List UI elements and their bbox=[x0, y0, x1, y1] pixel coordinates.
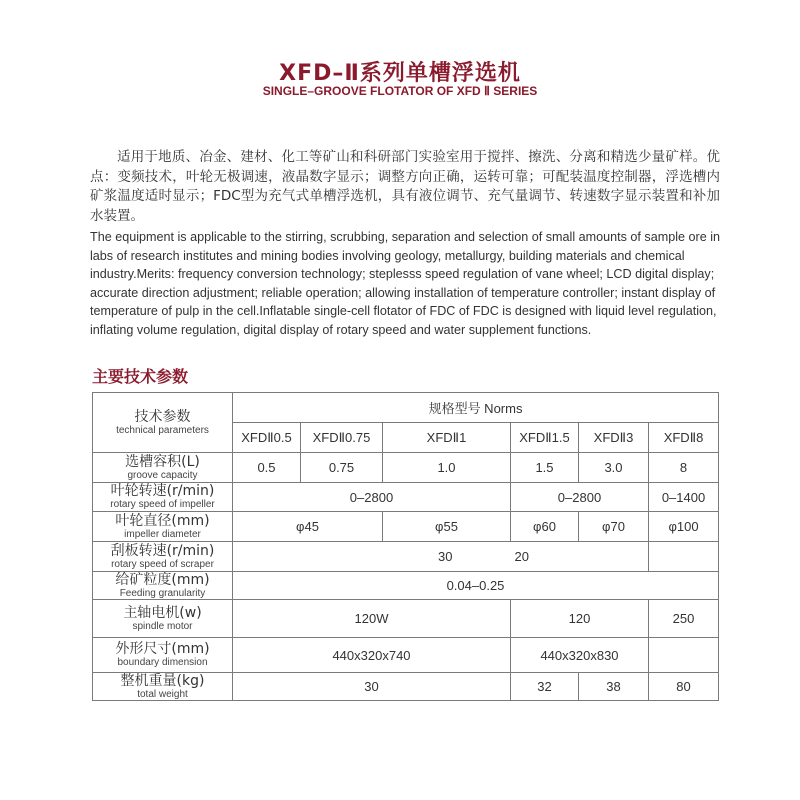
spec-table bbox=[92, 392, 719, 701]
table-row bbox=[93, 512, 719, 542]
table-cell: 440x320x740 bbox=[233, 638, 511, 673]
row-label-en: impeller diameter bbox=[124, 528, 201, 540]
row-label-cn: 叶轮直径(mm) bbox=[115, 512, 210, 529]
row-label-cn: 整机重量(kg) bbox=[120, 672, 205, 689]
table-cell: 120W bbox=[233, 600, 511, 638]
table-cell: 0–2800 bbox=[511, 483, 649, 512]
table-cell: 38 bbox=[579, 673, 649, 701]
table-row bbox=[93, 542, 719, 572]
row-label-cn: 给矿粒度(mm) bbox=[115, 571, 210, 588]
table-cell: φ45 bbox=[233, 512, 383, 542]
table-row bbox=[93, 638, 719, 673]
table-cell: 250 bbox=[649, 600, 719, 638]
table-cell: 32 bbox=[511, 673, 579, 701]
table-row bbox=[93, 483, 719, 512]
row-label bbox=[93, 453, 233, 483]
table-cell: 0–2800 bbox=[233, 483, 511, 512]
row-label bbox=[93, 600, 233, 638]
table-row bbox=[93, 572, 719, 600]
row-label-cn: 叶轮转速(r/min) bbox=[110, 483, 215, 499]
row-label bbox=[93, 542, 233, 572]
param-header-en: technical parameters bbox=[116, 424, 209, 436]
row-label-en: Feeding granularity bbox=[119, 587, 206, 599]
table-cell: 80 bbox=[649, 673, 719, 701]
row-label-en: total weight bbox=[137, 688, 188, 700]
model-header: XFDⅡ0.75 bbox=[301, 423, 383, 453]
row-label-en: groove capacity bbox=[127, 469, 198, 481]
row-label bbox=[93, 512, 233, 542]
scraper-speed-value: 20 bbox=[514, 549, 529, 564]
table-cell: 0–1400 bbox=[649, 483, 719, 512]
description-chinese: 适用于地质、冶金、建材、化工等矿山和科研部门实验室用于搅拌、擦洗、分离和精选少量矿样。优点：变频技术，叶轮无极调速，液晶数字显示；调整方向正确，运转可靠；可配装温度控制器，浮选槽内矿浆温度适时显示；FDC型为充气式单槽浮选机，具有液位调节、充气量调节、转速数字显示装置和补加水装置。 bbox=[90, 149, 720, 224]
row-label-cn: 外形尺寸(mm) bbox=[115, 641, 210, 657]
row-label bbox=[93, 673, 233, 701]
table-row bbox=[93, 453, 719, 483]
page-title: XFD–Ⅱ系列单槽浮选机 bbox=[279, 61, 521, 86]
row-label bbox=[93, 572, 233, 600]
table-cell: 0.04–0.25 bbox=[233, 572, 719, 600]
table-cell bbox=[233, 542, 649, 572]
model-header: XFDⅡ0.5 bbox=[233, 423, 301, 453]
table-cell: φ100 bbox=[649, 512, 719, 542]
table-cell: 120 bbox=[511, 600, 649, 638]
row-label-cn: 主轴电机(w) bbox=[123, 604, 202, 621]
row-label bbox=[93, 638, 233, 673]
norms-header: 规格型号 Norms bbox=[233, 393, 719, 423]
param-header-cell bbox=[93, 393, 233, 453]
table-cell: 440x320x830 bbox=[511, 638, 649, 673]
table-cell: 30 bbox=[233, 673, 511, 701]
model-header: XFDⅡ1 bbox=[383, 423, 511, 453]
row-label-en: boundary dimension bbox=[117, 657, 208, 668]
table-cell: 1.0 bbox=[383, 453, 511, 483]
row-label-en: rotary speed of scraper bbox=[111, 558, 214, 570]
table-cell: φ70 bbox=[579, 512, 649, 542]
table-cell: 3.0 bbox=[579, 453, 649, 483]
model-header: XFDⅡ8 bbox=[649, 423, 719, 453]
row-label-en: rotary speed of impeller bbox=[110, 499, 215, 510]
description-english: The equipment is applicable to the stirring, scrubbing, separation and selection of small amounts of sample ore in labs of research institutes and mining bodies involving geology, metallurgy, building materials and chemical industry.Merits: frequency conversion technology; steplesss speed regulation of vane wheel; LCD digital display; accurate direction adjustment; reliable operation; allowing installation of temperature controller; instant display of temperature of pulp in the cell.Inflatable single-cell flotator of FDC of FDC is designed with liquid level regulation, inflating volume regulation, digital display of rotary speed and water supplement functions. bbox=[90, 230, 721, 337]
table-cell: 0.5 bbox=[233, 453, 301, 483]
row-label bbox=[93, 483, 233, 512]
table-cell-empty bbox=[649, 542, 719, 572]
model-header: XFDⅡ3 bbox=[579, 423, 649, 453]
table-cell: 0.75 bbox=[301, 453, 383, 483]
page-subtitle: SINGLE–GROOVE FLOTATOR OF XFD Ⅱ SERIES bbox=[262, 84, 538, 98]
table-row bbox=[93, 673, 719, 701]
table-cell: 8 bbox=[649, 453, 719, 483]
param-header-cn: 技术参数 bbox=[134, 408, 191, 425]
row-label-en: spindle motor bbox=[132, 620, 193, 632]
table-row bbox=[93, 600, 719, 638]
table-cell: 1.5 bbox=[511, 453, 579, 483]
table-cell: φ55 bbox=[383, 512, 511, 542]
row-label-cn: 刮板转速(r/min) bbox=[110, 542, 215, 559]
table-cell-empty bbox=[649, 638, 719, 673]
scraper-speed-value: 30 bbox=[438, 549, 453, 564]
table-cell: φ60 bbox=[511, 512, 579, 542]
row-label-cn: 选槽容积(L) bbox=[125, 453, 200, 470]
model-header: XFDⅡ1.5 bbox=[511, 423, 579, 453]
section-heading: 主要技术参数 bbox=[92, 367, 189, 386]
table-header-row bbox=[93, 393, 719, 423]
